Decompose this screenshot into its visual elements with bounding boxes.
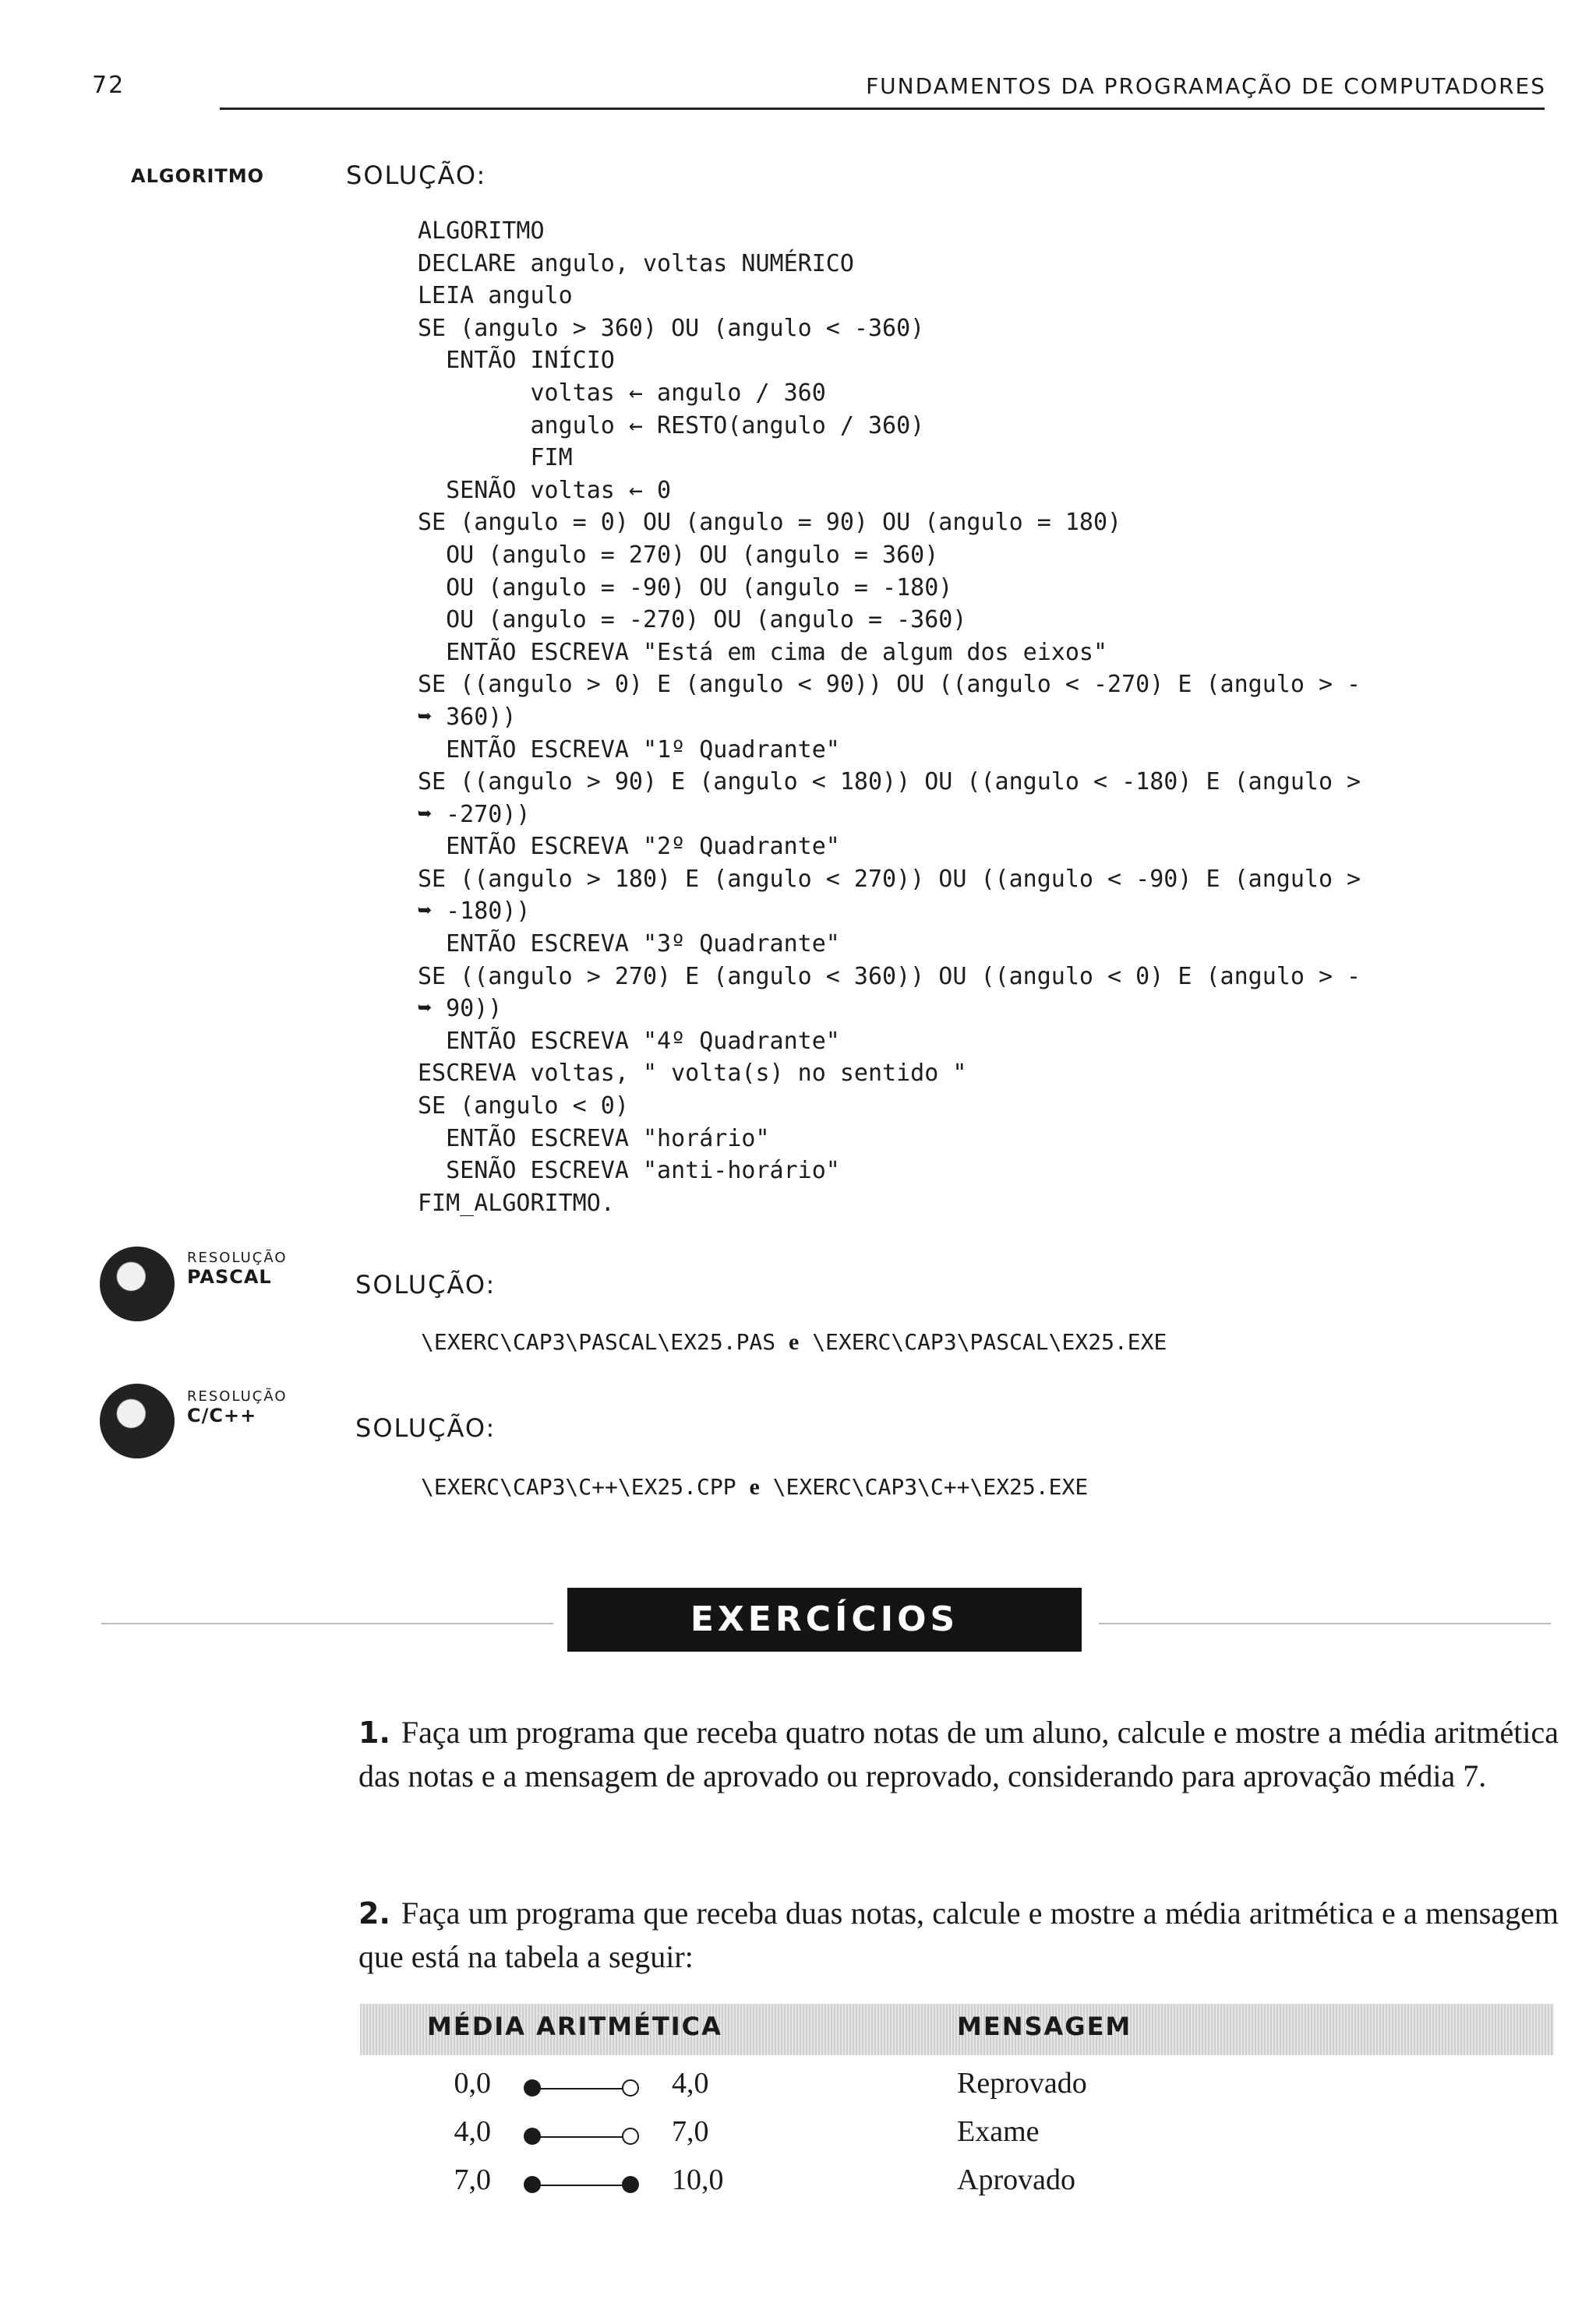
algorithm-code-block <box>418 215 1361 1219</box>
code-line: OU (angulo = 270) OU (angulo = 360) <box>418 541 939 569</box>
pascal-side-small: RESOLUÇÃO <box>187 1250 288 1266</box>
code-line: SENÃO voltas ← 0 <box>418 476 672 504</box>
code-line: SE (angulo = 0) OU (angulo = 90) OU (angulo = 180) <box>418 509 1122 537</box>
code-line: ENTÃO ESCREVA "2º Quadrante" <box>418 833 840 861</box>
range-end: 10,0 <box>672 2164 724 2196</box>
cd-disc-icon <box>100 1384 175 1458</box>
code-line: ENTÃO ESCREVA "1º Quadrante" <box>418 735 840 763</box>
cd-disc-icon <box>100 1247 175 1321</box>
code-line: SE (angulo < 0) <box>418 1092 629 1120</box>
code-line: SE ((angulo > 90) E (angulo < 180)) OU ((angulo < -180) E (angulo > <box>418 768 1361 796</box>
pascal-solution-title: SOLUÇÃO: <box>355 1270 496 1300</box>
code-line: angulo ← RESTO(angulo / 360) <box>418 411 925 439</box>
interval-bar <box>533 2185 630 2186</box>
pascal-path-source: \EXERC\CAP3\PASCAL\EX25.PAS <box>421 1329 776 1355</box>
cpp-side-label <box>187 1388 288 1426</box>
closed-dot-icon <box>524 2128 541 2145</box>
code-line: LEIA angulo <box>418 282 573 310</box>
code-line: OU (angulo = -90) OU (angulo = -180) <box>418 573 953 601</box>
banner-rule-left <box>101 1623 553 1624</box>
code-line: ESCREVA voltas, " volta(s) no sentido " <box>418 1060 967 1088</box>
algoritmo-side-label: ALGORITMO <box>131 165 265 187</box>
code-line: ENTÃO ESCREVA "3º Quadrante" <box>418 930 840 958</box>
pascal-side-main: PASCAL <box>187 1266 272 1288</box>
code-line: ALGORITMO <box>418 217 545 245</box>
range-end: 4,0 <box>672 2067 709 2100</box>
table-col-mensagem: MENSAGEM <box>957 2012 1132 2041</box>
cpp-side-small: RESOLUÇÃO <box>187 1388 288 1405</box>
interval-bar <box>533 2088 630 2089</box>
code-line: SENÃO ESCREVA "anti-horário" <box>418 1157 840 1185</box>
range-start: 7,0 <box>454 2164 491 2196</box>
header-rule <box>220 108 1545 110</box>
closed-dot-icon <box>622 2176 639 2193</box>
interval-marker <box>524 2125 639 2149</box>
algoritmo-solution-title: SOLUÇÃO: <box>346 160 487 190</box>
pascal-side-label <box>187 1250 288 1288</box>
open-dot-icon <box>622 2128 639 2145</box>
range-start: 4,0 <box>454 2115 491 2148</box>
interval-bar <box>533 2136 630 2138</box>
exercise-2-number: 2. <box>358 1896 390 1931</box>
grade-message: Aprovado <box>957 2164 1075 2196</box>
code-line: OU (angulo = -270) OU (angulo = -360) <box>418 606 967 634</box>
cpp-path-source: \EXERC\CAP3\C++\EX25.CPP <box>421 1474 736 1500</box>
exercise-2 <box>358 1892 1559 1979</box>
code-line: FIM_ALGORITMO. <box>418 1189 615 1217</box>
cpp-file-paths <box>421 1474 1088 1501</box>
code-line: voltas ← angulo / 360 <box>418 379 826 407</box>
interval-marker <box>524 2174 639 2197</box>
exercise-1 <box>358 1711 1559 1798</box>
exercise-1-text: Faça um programa que receba quatro notas de um aluno, calcule e mostre a média aritmética das notas e a mensagem de aprovado ou reprovado, considerando para aprovação média 7. <box>358 1715 1559 1793</box>
code-line: DECLARE angulo, voltas NUMÉRICO <box>418 249 854 277</box>
pascal-path-conj: e <box>789 1329 800 1355</box>
cpp-path-conj: e <box>749 1474 760 1500</box>
cpp-path-exe: \EXERC\CAP3\C++\EX25.EXE <box>772 1474 1089 1500</box>
code-line: SE (angulo > 360) OU (angulo < -360) <box>418 314 925 342</box>
table-row <box>0 2114 1596 2163</box>
code-line: ENTÃO ESCREVA "Está em cima de algum dos eixos" <box>418 638 1108 666</box>
grade-message: Reprovado <box>957 2067 1087 2100</box>
proposed-exercises-banner: EXERCÍCIOS PROPOSTOS <box>567 1588 1082 1652</box>
code-line: SE ((angulo > 270) E (angulo < 360)) OU ((angulo < 0) E (angulo > - <box>418 962 1361 990</box>
interval-marker <box>524 2077 639 2100</box>
code-line: ENTÃO INÍCIO <box>418 347 615 375</box>
page-number: 72 <box>92 72 125 99</box>
running-head: FUNDAMENTOS DA PROGRAMAÇÃO DE COMPUTADORES <box>866 73 1546 99</box>
cpp-side-main: C/C++ <box>187 1405 257 1426</box>
closed-dot-icon <box>524 2176 541 2193</box>
range-start: 0,0 <box>454 2067 491 2100</box>
table-row <box>0 2066 1596 2114</box>
exercise-2-text: Faça um programa que receba duas notas, calcule e mostre a média aritmética e a mensagem que está na tabela a seguir: <box>358 1896 1559 1974</box>
code-line: ENTÃO ESCREVA "horário" <box>418 1124 770 1152</box>
code-line: ➥ 90)) <box>418 995 503 1023</box>
pascal-path-exe: \EXERC\CAP3\PASCAL\EX25.EXE <box>812 1329 1167 1355</box>
pascal-file-paths <box>421 1329 1167 1356</box>
closed-dot-icon <box>524 2079 541 2097</box>
range-end: 7,0 <box>672 2115 709 2148</box>
cpp-solution-title: SOLUÇÃO: <box>355 1413 496 1443</box>
banner-rule-right <box>1099 1623 1551 1624</box>
open-dot-icon <box>622 2079 639 2097</box>
code-line: ➥ -180)) <box>418 898 531 926</box>
code-line: FIM <box>418 444 573 472</box>
code-line: ENTÃO ESCREVA "4º Quadrante" <box>418 1027 840 1055</box>
table-col-media: MÉDIA ARITMÉTICA <box>427 2012 722 2041</box>
code-line: ➥ 360)) <box>418 703 517 731</box>
code-line: SE ((angulo > 180) E (angulo < 270)) OU ((angulo < -90) E (angulo > <box>418 865 1361 893</box>
code-line: ➥ -270)) <box>418 800 531 828</box>
code-line: SE ((angulo > 0) E (angulo < 90)) OU ((angulo < -270) E (angulo > - <box>418 671 1361 699</box>
grade-message: Exame <box>957 2115 1040 2148</box>
exercise-1-number: 1. <box>358 1716 390 1750</box>
table-row <box>0 2163 1596 2211</box>
